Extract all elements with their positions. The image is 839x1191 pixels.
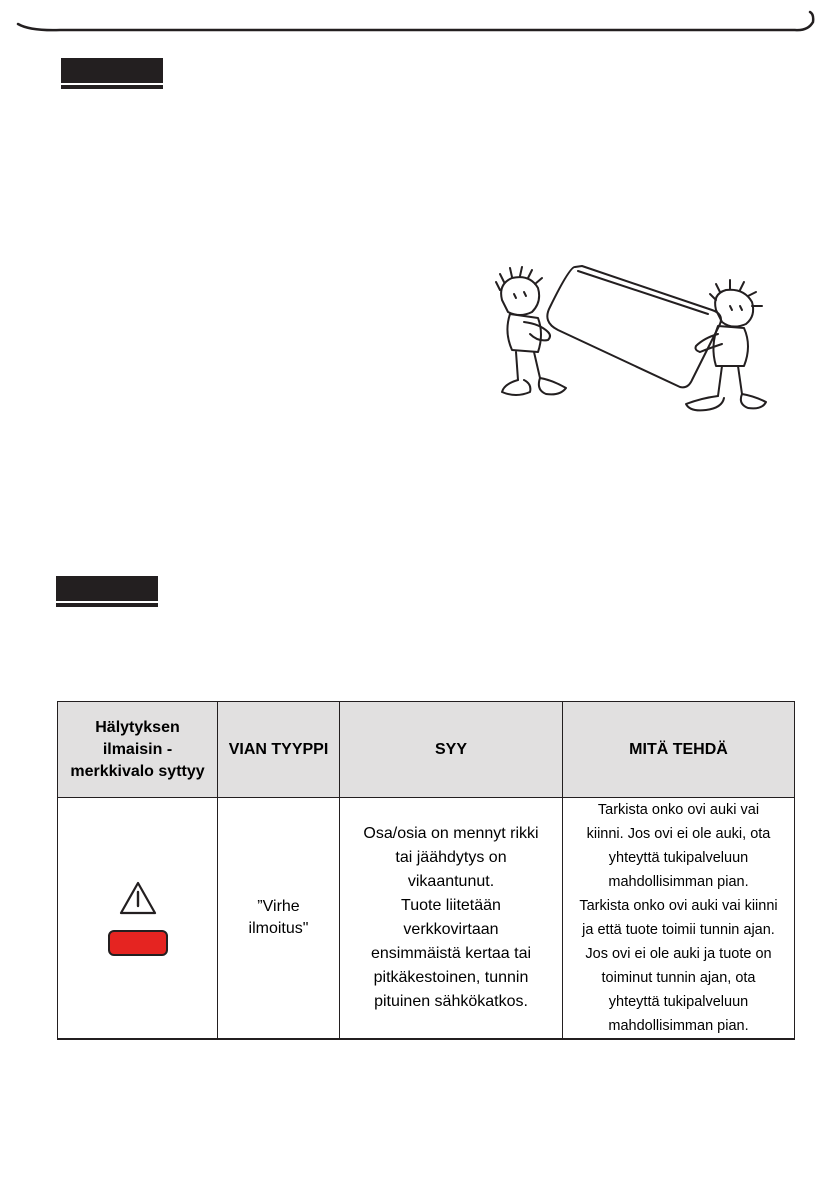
header-indicator: Hälytyksen ilmaisin - merkkivalo syttyy: [58, 702, 218, 798]
warning-triangle-icon: [118, 880, 158, 916]
fault-type-cell: ”Virhe ilmoitus": [218, 798, 340, 1040]
red-led-icon: [108, 930, 168, 956]
table-header-row: [58, 702, 795, 798]
header-action: MITÄ TEHDÄ: [563, 702, 795, 798]
kids-carrying-panel-illustration: [490, 262, 780, 422]
table-row: [58, 798, 795, 1040]
cause-cell: Osa/osia on mennyt rikki tai jäähdytys on vikaantunut. Tuote liitetään verkkovirtaan ensimmäistä kertaa tai pitkäkestoinen, tunnin pituinen sähkökatkos.: [340, 798, 563, 1040]
header-cause: SYY: [340, 702, 563, 798]
header-fault-type: VIAN TYYPPI: [218, 702, 340, 798]
section-tab-alarm: [56, 576, 158, 601]
section-tab-top: [61, 58, 163, 83]
action-cell: Tarkista onko ovi auki vai kiinni. Jos ovi ei ole auki, ota yhteyttä tukipalveluun mahdollisimman pian. Tarkista onko ovi auki vai kiinni ja että tuote toimii tunnin ajan. Jos ovi ei ole auki ja tuote on toiminut tunnin ajan, ota yhteyttä tukipalveluun mahdollisimman pian.: [563, 798, 795, 1040]
top-rule: [0, 0, 839, 60]
indicator-cell: [58, 798, 218, 1040]
alarm-table: [57, 701, 795, 1040]
